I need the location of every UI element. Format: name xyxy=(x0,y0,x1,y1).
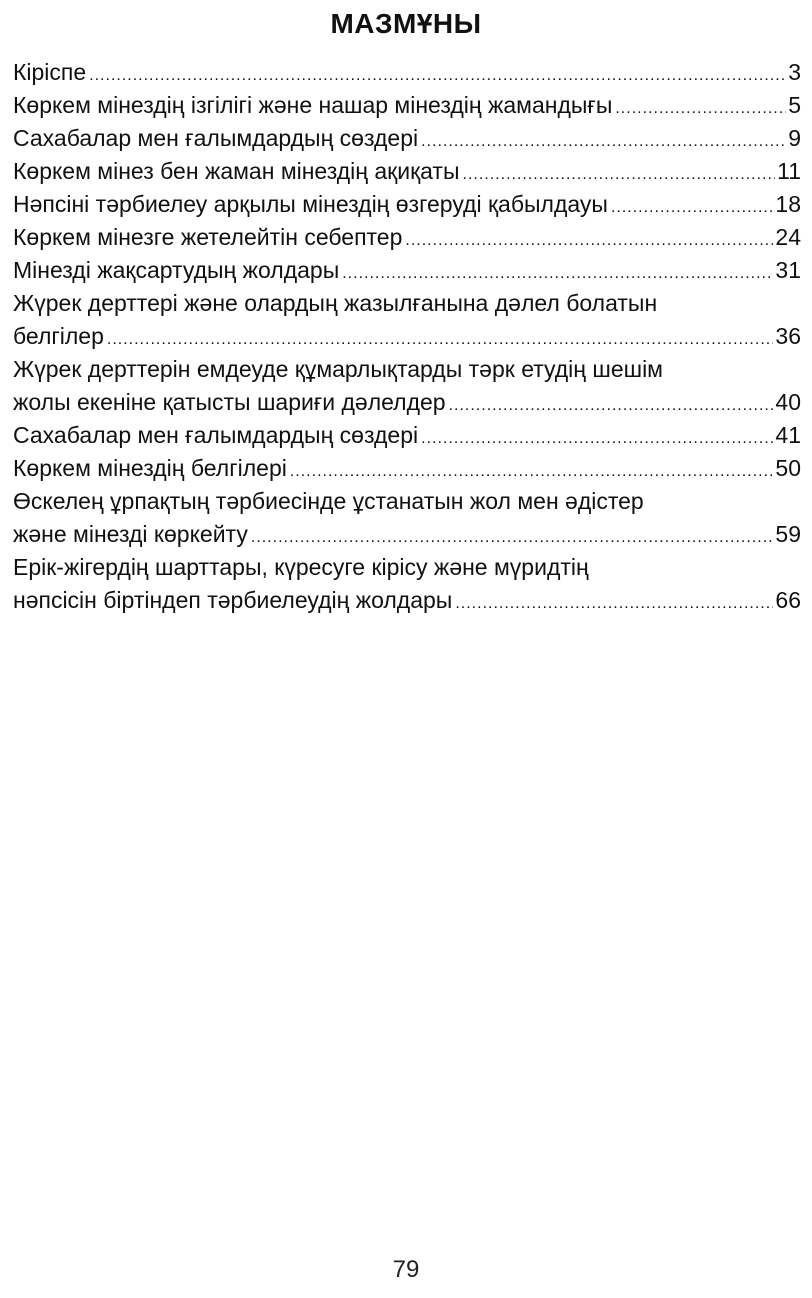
toc-entry xyxy=(13,254,801,287)
toc-entry-title: Көркем мінездің ізгілігі және нашар мінездің жамандығы xyxy=(13,92,613,118)
toc-entry xyxy=(13,221,801,254)
toc-leader-dots xyxy=(455,587,773,620)
toc-entry-title-line1: Өскелең ұрпақтың тәрбиесінде ұстанатын жол мен әдістер xyxy=(13,488,644,514)
toc-entry-title-line1: Жүрек дерттері және олардың жазылғанына дәлел болатын xyxy=(13,290,658,316)
toc-entry-title: Көркем мінез бен жаман мінездің ақиқаты xyxy=(13,158,460,184)
toc-entry xyxy=(13,89,801,122)
toc-entry-page: 41 xyxy=(775,422,801,448)
toc-leader-dots xyxy=(405,224,773,257)
toc-entry-page: 5 xyxy=(788,92,801,118)
toc-leader-dots xyxy=(421,125,786,158)
toc-row xyxy=(13,188,801,221)
toc-row xyxy=(13,89,801,122)
toc-row xyxy=(13,320,801,353)
toc-leader-dots xyxy=(463,158,776,191)
toc-entry xyxy=(13,452,801,485)
toc-leader-dots xyxy=(421,422,773,455)
toc-entry-title: жолы екеніне қатысты шариғи дәлелдер xyxy=(13,389,446,415)
toc-entry-page: 59 xyxy=(775,521,801,547)
toc-row xyxy=(13,155,801,188)
toc-entry xyxy=(13,287,801,353)
toc-entry-title: Көркем мінезге жетелейтін себептер xyxy=(13,224,403,250)
toc-row xyxy=(13,122,801,155)
table-of-contents xyxy=(13,56,801,617)
toc-leader-dots xyxy=(251,521,774,554)
toc-entry-title: Мінезді жақсартудың жолдары xyxy=(13,257,340,283)
toc-entry-page: 18 xyxy=(775,191,801,217)
toc-entry-title-line1: Жүрек дерттерін емдеуде құмарлықтарды тәрк етудің шешім xyxy=(13,356,663,382)
toc-entry xyxy=(13,353,801,419)
toc-row xyxy=(13,386,801,419)
toc-entry xyxy=(13,419,801,452)
toc-entry-title: Нәпсіні тәрбиелеу арқылы мінездің өзгеруді қабылдауы xyxy=(13,191,608,217)
toc-entry-page: 40 xyxy=(775,389,801,415)
toc-row xyxy=(13,518,801,551)
toc-row xyxy=(13,221,801,254)
toc-leader-dots xyxy=(290,455,774,488)
toc-entry xyxy=(13,155,801,188)
page-title: МАЗМҰНЫ xyxy=(330,8,482,39)
toc-entry-title: Көркем мінездің белгілері xyxy=(13,455,287,481)
toc-entry xyxy=(13,56,801,89)
toc-entry xyxy=(13,485,801,551)
toc-entry-title: Сахабалар мен ғалымдардың сөздері xyxy=(13,422,419,448)
toc-entry-page: 31 xyxy=(775,257,801,283)
toc-leader-dots xyxy=(107,323,774,356)
toc-leader-dots xyxy=(342,257,773,290)
toc-entry-page: 36 xyxy=(775,323,801,349)
toc-entry-title: Сахабалар мен ғалымдардың сөздері xyxy=(13,125,419,151)
toc-entry-title: және мінезді көркейту xyxy=(13,521,248,547)
toc-row xyxy=(13,56,801,89)
toc-entry-page: 3 xyxy=(788,59,801,85)
toc-leader-dots xyxy=(449,389,774,422)
toc-entry-page: 11 xyxy=(777,158,801,184)
toc-entry-title: Кіріспе xyxy=(13,59,87,85)
toc-entry-page: 50 xyxy=(775,455,801,481)
toc-entry-page: 24 xyxy=(775,224,801,250)
toc-entry-page: 9 xyxy=(788,125,801,151)
toc-row xyxy=(13,254,801,287)
toc-entry-title: белгілер xyxy=(13,323,104,349)
toc-entry-title: нәпсісін біртіндеп тәрбиелеудің жолдары xyxy=(13,587,453,613)
toc-entry xyxy=(13,188,801,221)
toc-leader-dots xyxy=(611,191,773,224)
toc-entry xyxy=(13,551,801,617)
toc-entry xyxy=(13,122,801,155)
toc-entry-title-line1: Ерік-жігердің шарттары, күресуге кірісу және мүридтің xyxy=(13,554,589,580)
toc-row xyxy=(13,419,801,452)
toc-leader-dots xyxy=(89,59,786,92)
toc-leader-dots xyxy=(615,92,786,125)
toc-entry-page: 66 xyxy=(775,587,801,613)
toc-row xyxy=(13,452,801,485)
toc-row xyxy=(13,584,801,617)
page-number: 79 xyxy=(392,1256,420,1283)
